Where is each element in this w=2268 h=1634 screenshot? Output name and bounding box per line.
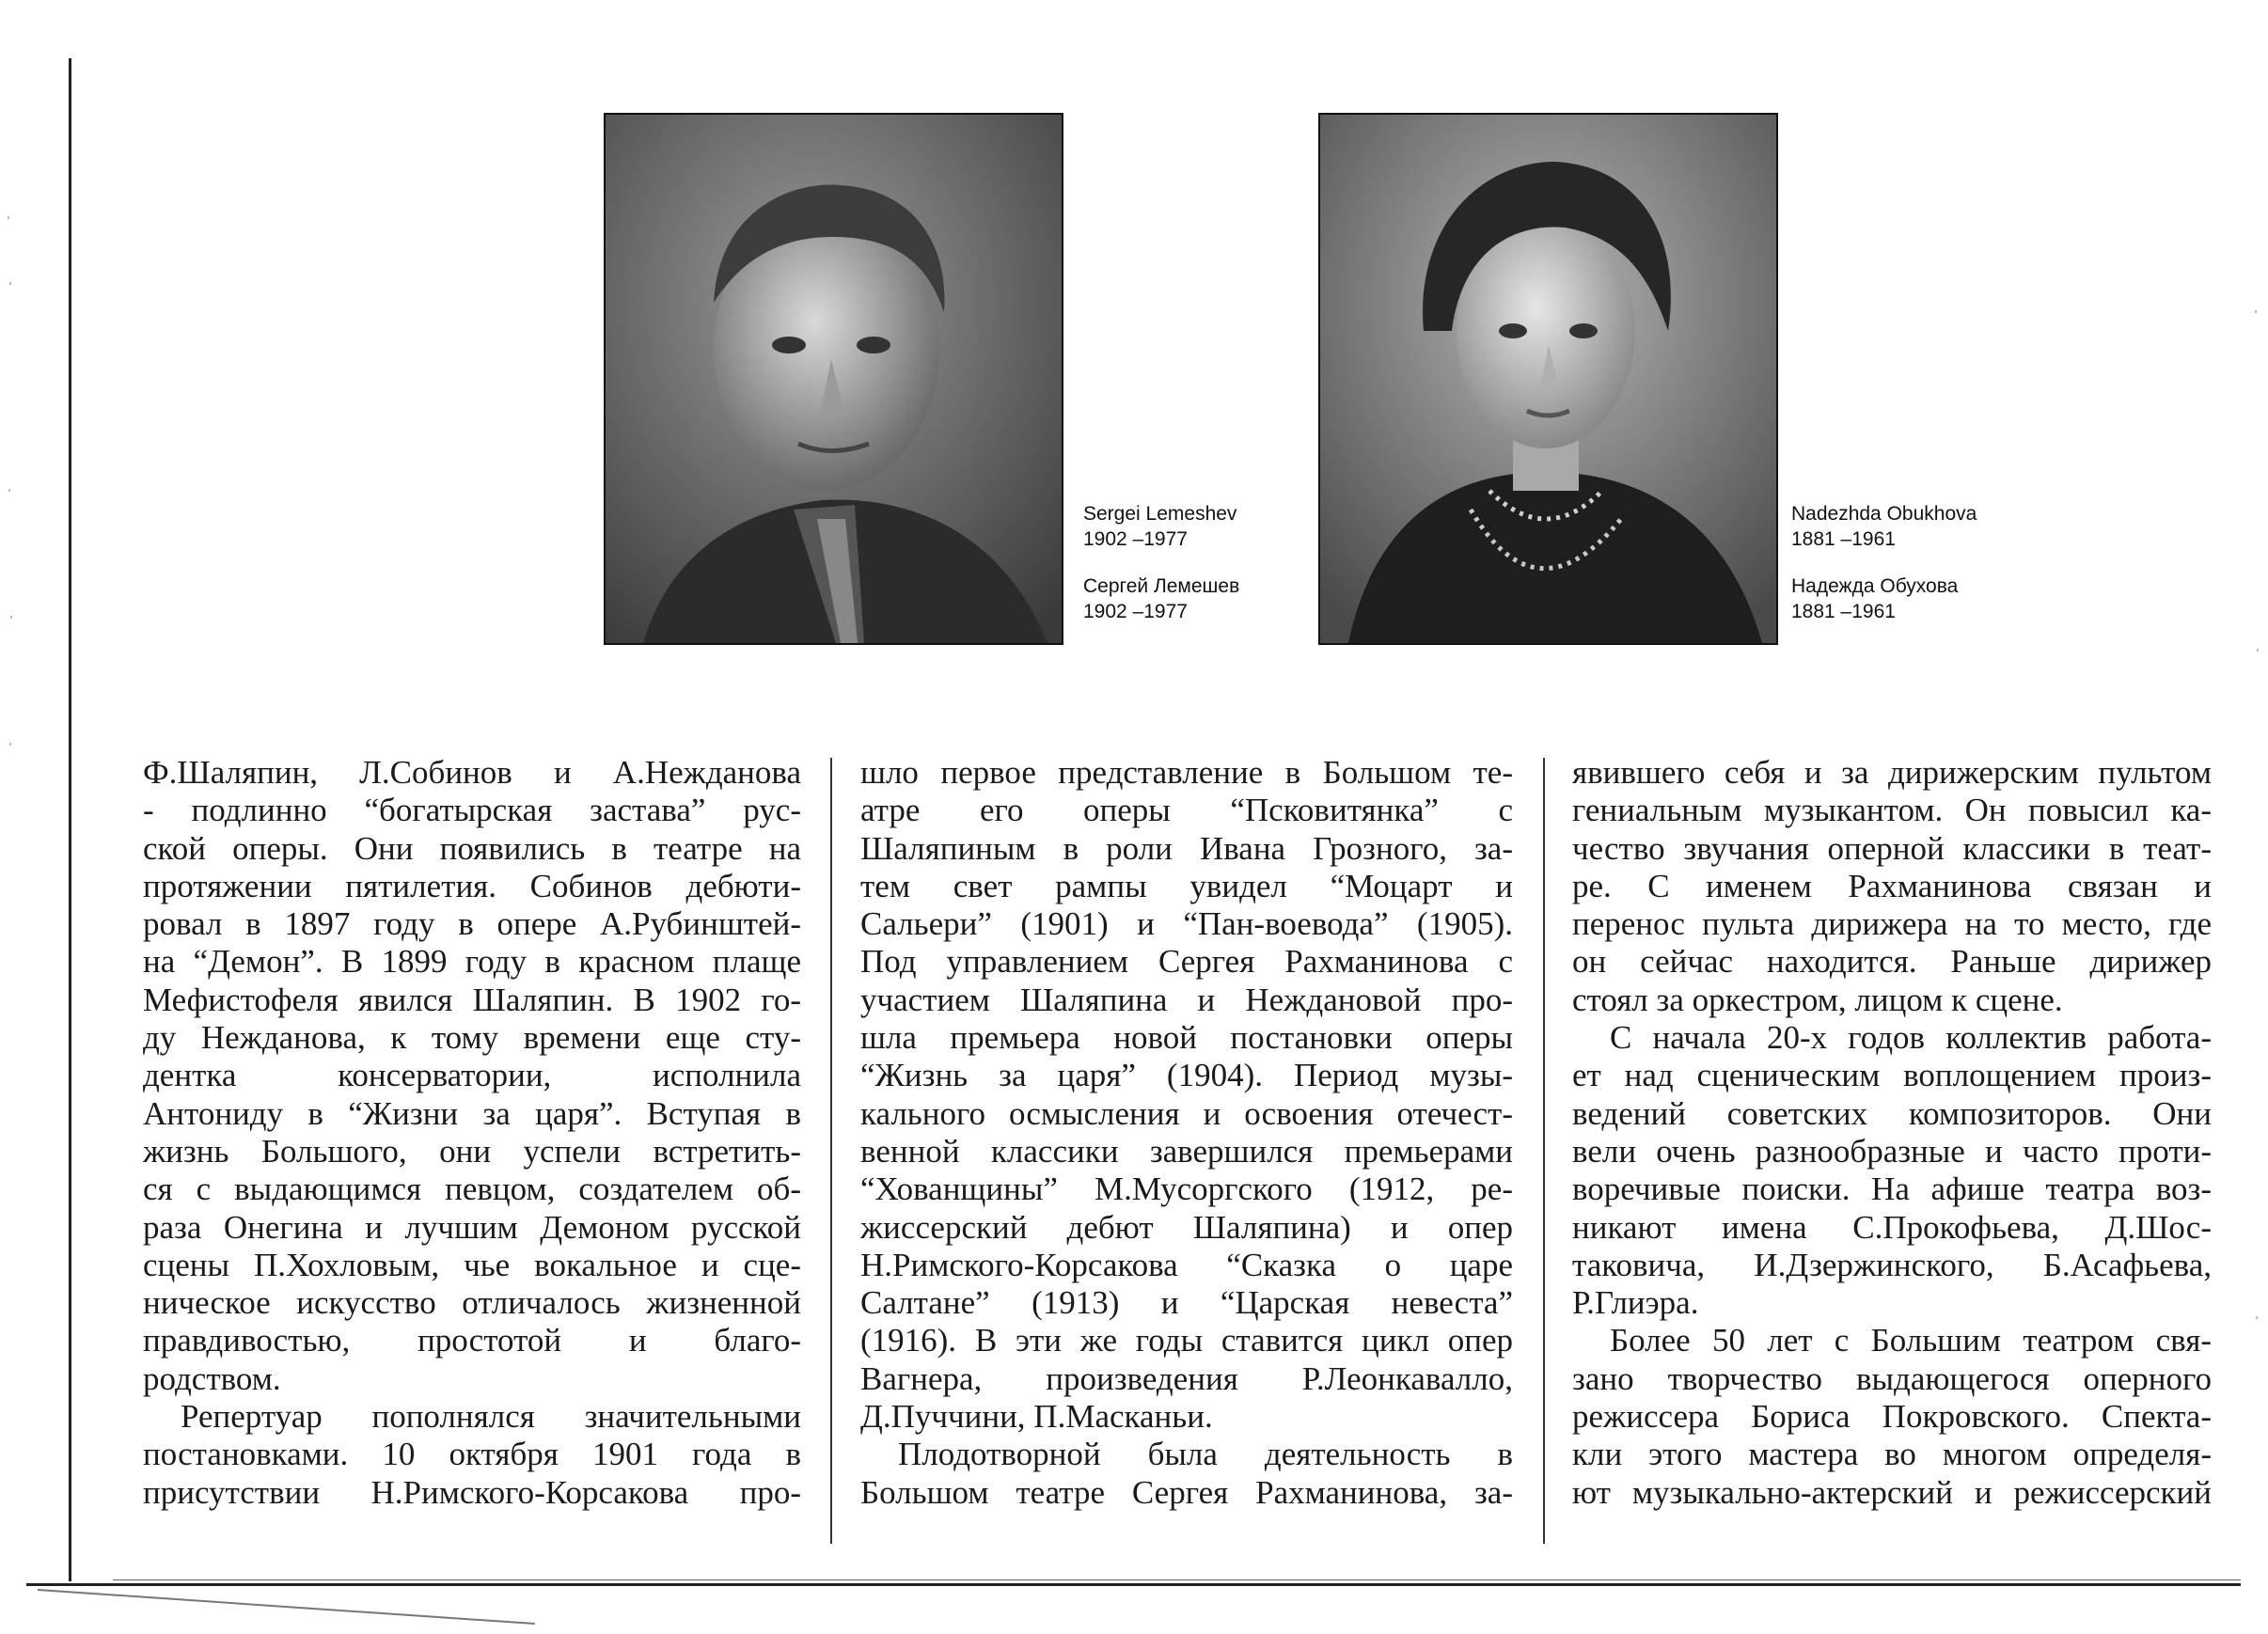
text-line: шла премьера новой постановки оперы — [860, 1019, 1513, 1057]
caption-name-en: Sergei Lemeshev — [1083, 503, 1237, 525]
text-line: шло первое представление в Большом те- — [860, 754, 1513, 791]
text-line: кли этого мастера во многом определя- — [1572, 1436, 2212, 1473]
photo-lemeshev — [604, 113, 1063, 645]
text-line: сцены П.Хохловым, чье вокальное и сце- — [143, 1246, 801, 1283]
text-column-2 — [860, 754, 1513, 1512]
text-line: Р.Глиэра. — [1572, 1284, 1699, 1322]
caption-lemeshev — [1083, 501, 1239, 624]
text-line: правдивостью, простотой и благо- — [143, 1322, 801, 1359]
text-line: ской оперы. Они появились в театре на — [143, 829, 801, 867]
text-line: Более 50 лет с Большим театром свя- — [1610, 1322, 2212, 1359]
text-column-3 — [1572, 754, 2212, 1512]
text-line: “Хованщины” М.Мусоргского (1912, ре- — [860, 1171, 1513, 1208]
text-line: никают имена С.Прокофьева, Д.Шос- — [1572, 1208, 2212, 1246]
scan-speck — [2257, 649, 2259, 652]
text-line: Плодотворной была деятельность в — [898, 1436, 1513, 1473]
caption-dates-en: 1881 –1961 — [1791, 528, 1896, 550]
scan-speck — [2256, 1316, 2258, 1319]
text-line: жизнь Большого, они успели встретить- — [143, 1132, 801, 1170]
text-line: таковича, И.Дзержинского, Б.Асафьева, — [1572, 1246, 2212, 1283]
caption-dates-ru: 1881 –1961 — [1791, 601, 1896, 622]
scan-speck — [8, 216, 9, 219]
text-line: жиссерский дебют Шаляпина) и опер — [860, 1208, 1513, 1246]
text-line: дентка консерватории, исполнила — [143, 1057, 801, 1094]
scan-speck — [10, 616, 12, 619]
text-line: воречивые поиски. На афише театра воз- — [1572, 1171, 2212, 1208]
text-line: ду Нежданова, к тому времени еще сту- — [143, 1019, 801, 1057]
bottom-rule-thin — [113, 1579, 2241, 1580]
caption-name-ru: Надежда Обухова — [1791, 575, 1959, 597]
column-separator — [1543, 758, 1545, 1544]
text-line: гениальным музыкантом. Он повысил ка- — [1572, 792, 2212, 829]
caption-obukhova — [1791, 501, 1977, 624]
text-line: Шаляпиным в роли Ивана Грозного, за- — [860, 829, 1513, 867]
scan-stroke — [38, 1589, 535, 1625]
text-line: атре его оперы “Псковитянка” с — [860, 792, 1513, 829]
text-line: ническое искусство отличалось жизненной — [143, 1284, 801, 1322]
text-line: Д.Пуччини, П.Масканьи. — [860, 1398, 1213, 1436]
text-line: С начала 20-х годов коллектив работа- — [1610, 1019, 2212, 1057]
paragraph — [1572, 754, 2212, 1019]
text-line: постановками. 10 октября 1901 года в — [143, 1436, 801, 1473]
caption-name-ru: Сергей Лемешев — [1083, 575, 1240, 597]
column-separator — [830, 758, 832, 1544]
left-margin-rule — [69, 58, 71, 1581]
bottom-rule — [26, 1583, 2241, 1586]
text-line: родством. — [143, 1359, 281, 1397]
text-line: “Жизнь за царя” (1904). Период музы- — [860, 1057, 1513, 1094]
text-line: он сейчас находится. Раньше дирижер — [1572, 943, 2212, 981]
text-line: раза Онегина и лучшим Демоном русской — [143, 1208, 801, 1246]
text-line: перенос пульта дирижера на то место, где — [1572, 905, 2212, 943]
text-line: на “Демон”. В 1899 году в красном плаще — [143, 943, 801, 981]
text-line: тем свет рампы увидел “Моцарт и — [860, 867, 1513, 904]
text-line: участием Шаляпина и Неждановой про- — [860, 981, 1513, 1018]
text-line: Большом театре Сергея Рахманинова, за- — [860, 1473, 1513, 1511]
scan-speck — [9, 743, 11, 746]
text-line: Сальери” (1901) и “Пан-воевода” (1905). — [860, 905, 1513, 943]
text-line: Н.Римского-Корсакова “Сказка о царе — [860, 1246, 1513, 1283]
scan-speck — [9, 282, 11, 285]
text-line: венной классики завершился премьерами — [860, 1132, 1513, 1170]
text-line: Ф.Шаляпин, Л.Собинов и А.Нежданова — [143, 754, 801, 791]
text-line: ведений советских композиторов. Они — [1572, 1094, 2212, 1132]
text-line: Мефистофеля явился Шаляпин. В 1902 го- — [143, 981, 801, 1018]
caption-name-en: Nadezhda Obukhova — [1791, 503, 1977, 525]
caption-dates-en: 1902 –1977 — [1083, 528, 1188, 550]
text-line: Вагнера, произведения Р.Леонкавалло, — [860, 1359, 1513, 1397]
text-line: вели очень разнообразные и часто проти- — [1572, 1132, 2212, 1170]
text-line: Под управлением Сергея Рахманинова с — [860, 943, 1513, 981]
text-line: ре. С именем Рахманинова связан и — [1572, 867, 2212, 904]
text-line: чество звучания оперной классики в теат- — [1572, 829, 2212, 867]
text-line: явившего себя и за дирижерским пультом — [1572, 754, 2212, 791]
text-line: ровал в 1897 году в опере А.Рубинштей- — [143, 905, 801, 943]
paragraph — [860, 754, 1513, 1436]
text-line: Антониду в “Жизни за царя”. Вступая в — [143, 1094, 801, 1132]
text-line: (1916). В эти же годы ставится цикл опер — [860, 1322, 1513, 1359]
text-line: Салтане” (1913) и “Царская невеста” — [860, 1284, 1513, 1322]
scan-speck — [8, 489, 10, 492]
text-line: присутствии Н.Римского-Корсакова про- — [143, 1473, 801, 1511]
caption-dates-ru: 1902 –1977 — [1083, 601, 1188, 622]
text-line: кального осмысления и освоения отечест- — [860, 1094, 1513, 1132]
text-line: режиссера Бориса Покровского. Спекта- — [1572, 1398, 2212, 1436]
paragraph — [143, 1398, 801, 1512]
paragraph — [860, 1436, 1513, 1512]
text-column-1 — [143, 754, 801, 1512]
text-line: стоял за оркестром, лицом к сцене. — [1572, 981, 2063, 1018]
text-line: ет над сценическим воплощением произ- — [1572, 1057, 2212, 1094]
paragraph — [1572, 1019, 2212, 1322]
scan-speck — [2255, 310, 2257, 313]
paragraph — [143, 754, 801, 1398]
text-line: зано творчество выдающегося оперного — [1572, 1359, 2212, 1397]
text-line: протяжении пятилетия. Собинов дебюти- — [143, 867, 801, 904]
photo-obukhova — [1318, 113, 1778, 645]
text-line: Репертуар пополнялся значительными — [181, 1398, 801, 1436]
paragraph — [1572, 1322, 2212, 1511]
text-line: ся с выдающимся певцом, создателем об- — [143, 1171, 801, 1208]
text-line: ют музыкально-актерский и режиссерский — [1572, 1473, 2212, 1511]
text-line: - подлинно “богатырская застава” рус- — [143, 792, 801, 829]
